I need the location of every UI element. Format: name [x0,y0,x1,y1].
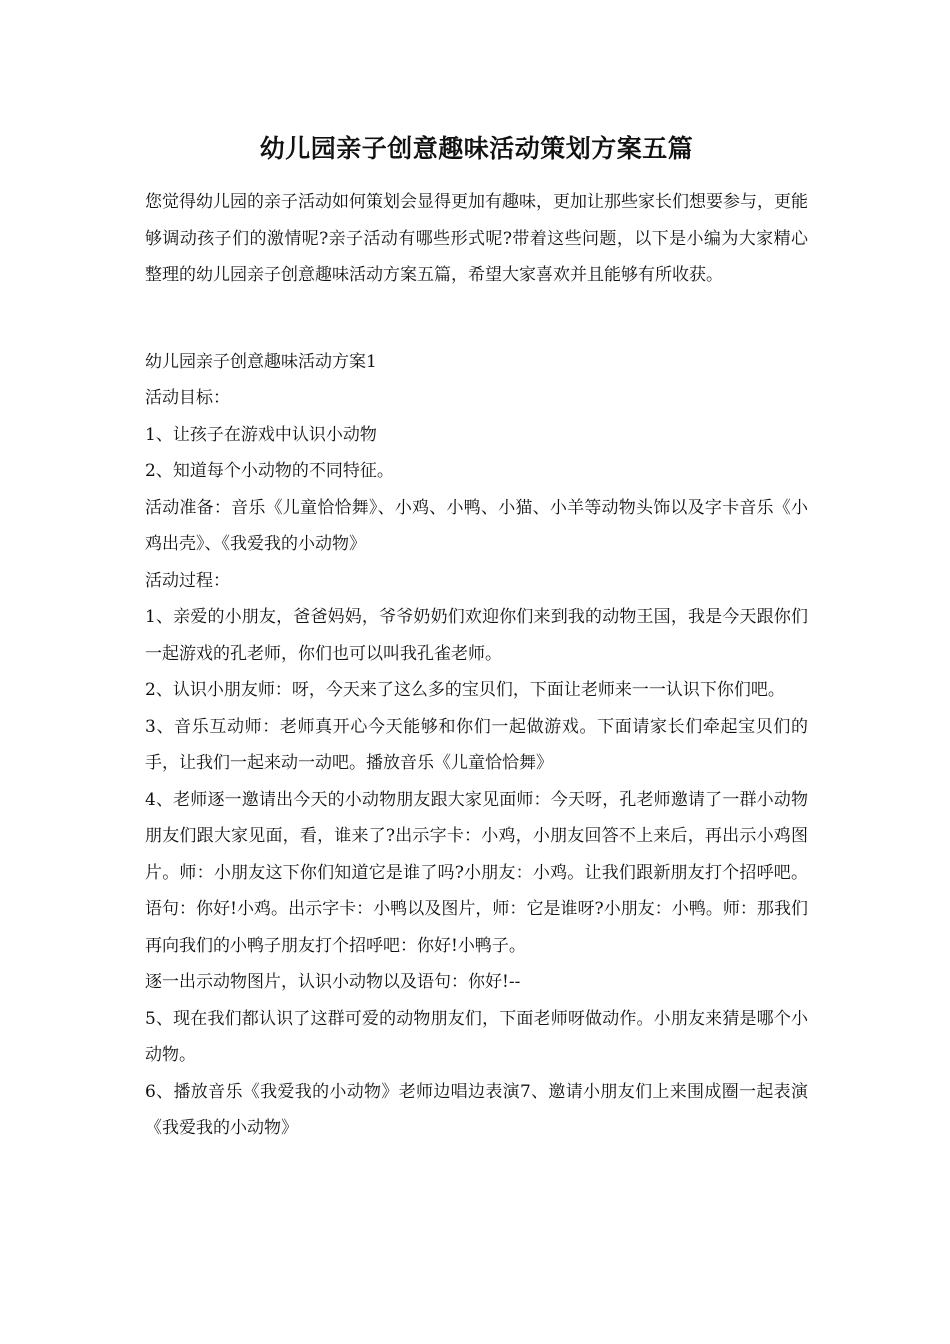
document-page [145,120,808,1147]
process-step: 5、现在我们都认识了这群可爱的动物朋友们，下面老师呀做动作。小朋友来猜是哪个小动物。 [145,1008,808,1065]
process-step: 1、亲爱的小朋友，爸爸妈妈，爷爷奶奶们欢迎你们来到我的动物王国，我是今天跟你们一起游戏的孔老师，你们也可以叫我孔雀老师。 [145,607,808,664]
document-title: 幼儿园亲子创意趣味活动策划方案五篇 [259,134,694,163]
process-step: 2、认识小朋友师：呀，今天来了这么多的宝贝们，下面让老师来一一认识下你们吧。 [145,680,785,700]
process-label: 活动过程： [145,570,230,591]
objective-item: 1、让孩子在游戏中认识小动物 [145,424,377,445]
objectives-label: 活动目标： [145,388,230,408]
section-heading: 幼儿园亲子创意趣味活动方案1 [145,351,377,372]
process-step: 6、播放音乐《我爱我的小动物》老师边唱边表演7、邀请小朋友们上来围成圈一起表演《我爱我的小动物》 [145,1081,808,1138]
paragraph-spacer [145,294,808,344]
objective-item: 2、知道每个小动物的不同特征。 [145,461,394,481]
preparation-paragraph: 活动准备：音乐《儿童恰恰舞》、小鸡、小鸭、小猫、小羊等动物头饰以及字卡音乐《小鸡出壳》、《我爱我的小动物》 [145,497,808,554]
process-step: 4、老师逐一邀请出今天的小动物朋友跟大家见面师：今天呀，孔老师邀请了一群小动物朋友们跟大家见面，看，谁来了?出示字卡：小鸡，小朋友回答不上来后，再出示小鸡图片。师：小朋友这下你们知道它是谁了吗?小朋友：小鸡。让我们跟新朋友打个招呼吧。语句：你好!小鸡。出示字卡：小鸭以及图片，师：它是谁呀?小朋友：小鸭。师：那我们再向我们的小鸭子朋友打个招呼吧：你好!小鸭子。 [145,789,808,956]
intro-paragraph: 您觉得幼儿园的亲子活动如何策划会显得更加有趣味，更加让那些家长们想要参与，更能够调动孩子们的激情呢?亲子活动有哪些形式呢?带着这些问题，以下是小编为大家精心整理的幼儿园亲子创意趣味活动方案五篇，希望大家喜欢并且能够有所收获。 [145,192,808,285]
process-note: 逐一出示动物图片，认识小动物以及语句：你好!-- [145,972,521,992]
process-step: 3、音乐互动师：老师真开心今天能够和你们一起做游戏。下面请家长们牵起宝贝们的手，让我们一起来动一动吧。播放音乐《儿童恰恰舞》 [145,716,808,773]
